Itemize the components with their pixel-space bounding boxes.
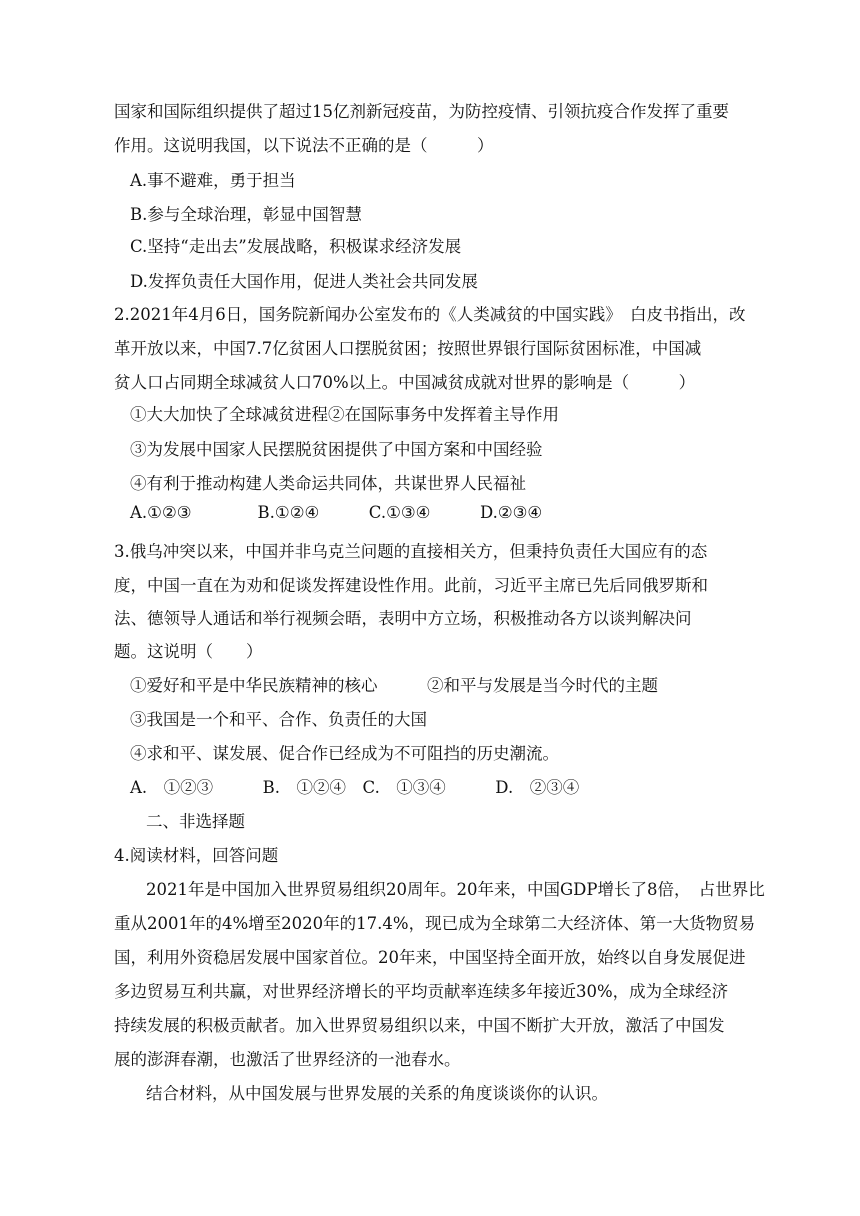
- q2-text-line-1: 2.2021年4月6日，国务院新闻办公室发布的《人类减贫的中国实践》 白皮书指出，改: [114, 305, 746, 324]
- q3-text-line-2: 度，中国一直在为劝和促谈发挥建设性作用。此前，习近平主席已先后同俄罗斯和: [114, 576, 708, 595]
- q4-material-line-5: 持续发展的积极贡献者。加入世界贸易组织以来，中国不断扩大开放，激活了中国发: [114, 1016, 725, 1035]
- section-heading: 二、非选择题: [146, 812, 245, 831]
- q2-statement-1: ①大大加快了全球减贫进程②在国际事务中发挥着主导作用: [130, 405, 559, 424]
- q4-heading: 4.阅读材料，回答问题: [114, 846, 279, 865]
- q1-option-a: A.事不避难，勇于担当: [130, 171, 296, 190]
- q3-statement-3: ④求和平、谋发展、促合作已经成为不可阻挡的历史潮流。: [130, 744, 559, 763]
- q4-material-line-3: 国，利用外资稳居发展中国家首位。20年来，中国坚持全面开放，始终以自身发展促进: [114, 948, 746, 967]
- q3-statement-2: ③我国是一个和平、合作、负责任的大国: [130, 710, 427, 729]
- q2-text-line-3: 贫人口占同期全球减贫人口70%以上。中国减贫成就对世界的影响是（ ）: [114, 373, 696, 392]
- q1-option-d: D.发挥负责任大国作用，促进人类社会共同发展: [130, 272, 478, 291]
- q3-options: A. ①②③ B. ①②④ C. ①③④ D. ②③④: [130, 778, 580, 797]
- q3-statement-1: ①爱好和平是中华民族精神的核心 ②和平与发展是当今时代的主题: [130, 676, 658, 695]
- q2-text-line-2: 革开放以来，中国7.7亿贫困人口摆脱贫困；按照世界银行国际贫困标准，中国减: [114, 339, 702, 358]
- q1-option-b: B.参与全球治理，彰显中国智慧: [130, 205, 362, 224]
- q4-material-line-6: 展的澎湃春潮，也激活了世界经济的一池春水。: [114, 1050, 461, 1069]
- q4-material-line-2: 重从2001年的4%增至2020年的17.4%，现已成为全球第二大经济体、第一大货物贸易: [114, 914, 756, 933]
- q3-text-line-4: 题。这说明（ ）: [114, 642, 263, 661]
- q4-material-line-1: 2021年是中国加入世界贸易组织20周年。20年来，中国GDP增长了8倍， 占世界比: [146, 880, 765, 899]
- q1-option-c: C.坚持“走出去”发展战略，积极谋求经济发展: [130, 237, 462, 256]
- q4-question: 结合材料，从中国发展与世界发展的关系的角度谈谈你的认识。: [146, 1084, 608, 1103]
- q1-text-line-2: 作用。这说明我国，以下说法不正确的是（ ）: [114, 136, 494, 155]
- q2-statement-2: ③为发展中国家人民摆脱贫困提供了中国方案和中国经验: [130, 440, 543, 459]
- q3-text-line-3: 法、德领导人通话和举行视频会晤，表明中方立场，积极推动各方以谈判解决问: [114, 609, 692, 628]
- q3-text-line-1: 3.俄乌冲突以来，中国并非乌克兰问题的直接相关方，但秉持负责任大国应有的态: [114, 542, 708, 561]
- q2-statement-3: ④有利于推动构建人类命运共同体，共谋世界人民福祉: [130, 474, 526, 493]
- q4-material-line-4: 多边贸易互利共赢，对世界经济增长的平均贡献率连续多年接近30%，成为全球经济: [114, 982, 729, 1001]
- q2-options: A.①②③ B.①②④ C.①③④ D.②③④: [130, 503, 543, 522]
- q1-text-line-1: 国家和国际组织提供了超过15亿剂新冠疫苗，为防控疫情、引领抗疫合作发挥了重要: [114, 102, 729, 121]
